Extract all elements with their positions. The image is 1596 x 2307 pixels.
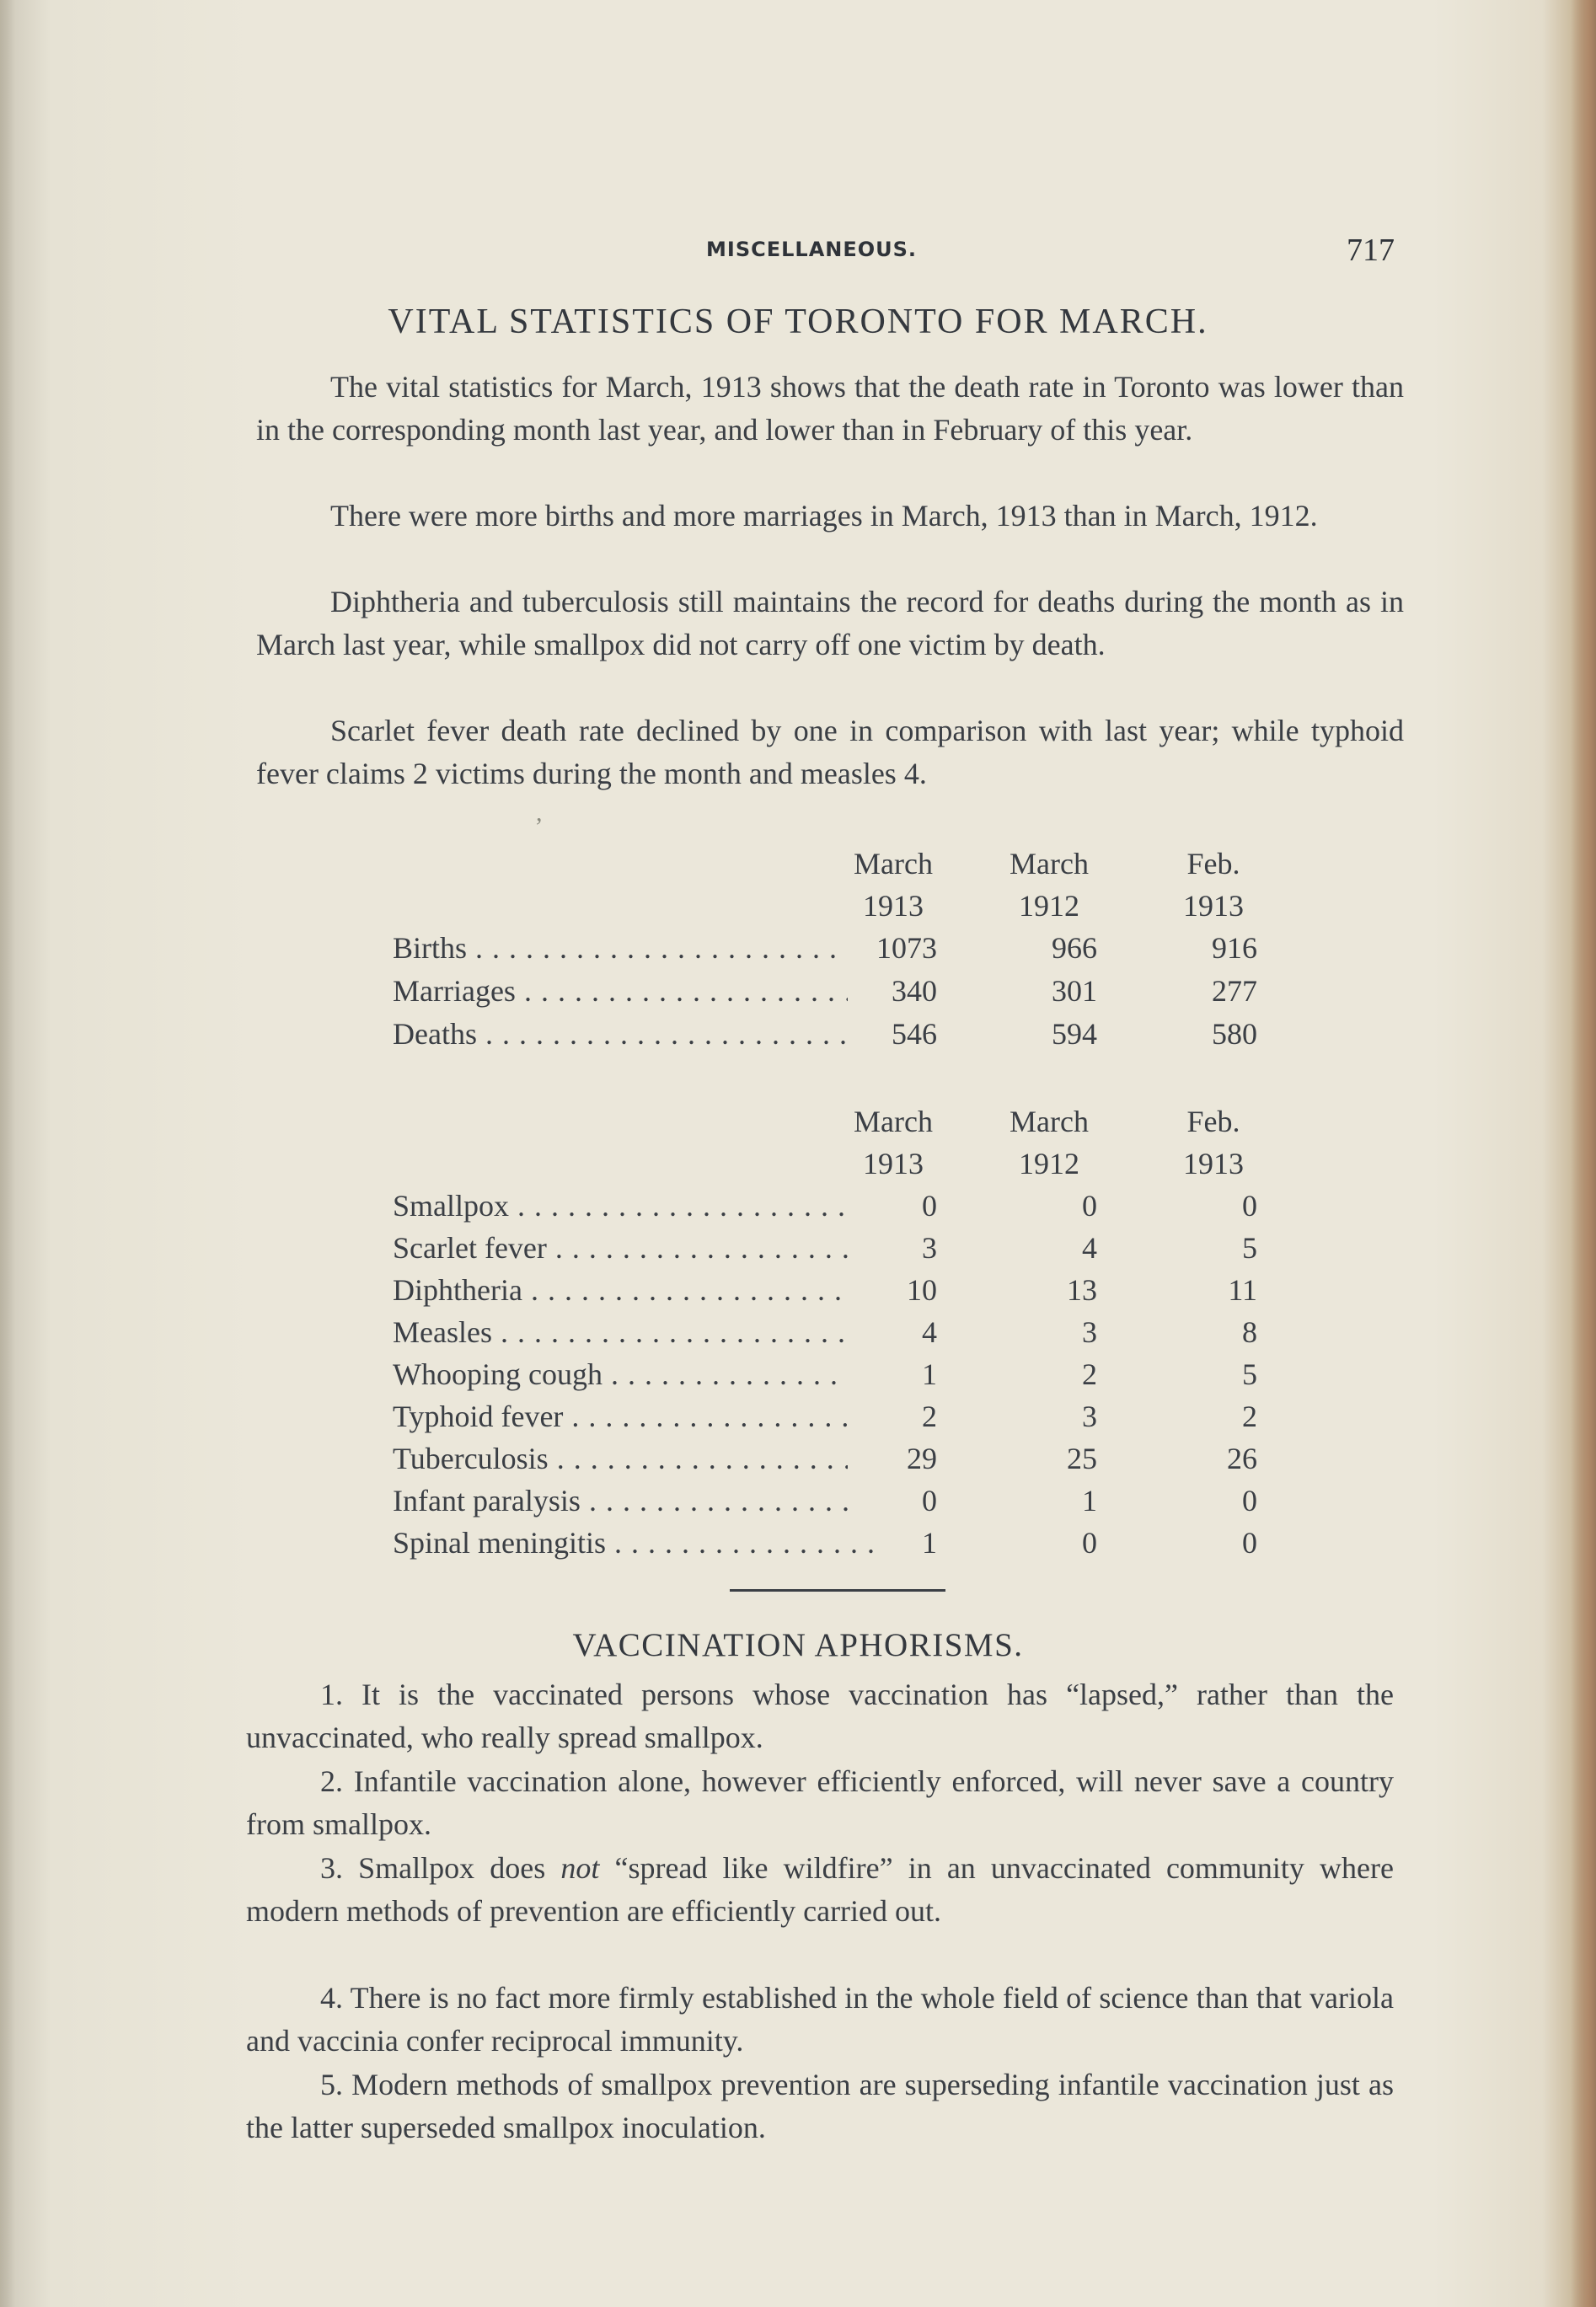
cell-march-1912: 966 — [1052, 931, 1097, 965]
table2-col3-month: Feb. — [1186, 1105, 1240, 1138]
table-row — [393, 1185, 1269, 1227]
aphorism-3-start: 3. Smallpox does — [320, 1851, 561, 1885]
row-label: Marriages . . . — [393, 970, 848, 1012]
cell-march-1912: 1 — [1082, 1484, 1097, 1517]
paragraph-4: Scarlet fever death rate declined by one in comparison with last year; while typhoid fever claims 2 victims during the month and measles 4. — [256, 714, 1404, 790]
cell-march-1912: 594 — [1052, 1017, 1097, 1051]
section-divider — [730, 1589, 945, 1592]
page-edge-shadow — [1571, 0, 1596, 2307]
cell-march-1913: 0 — [922, 1484, 937, 1517]
article-title: VITAL STATISTICS OF TORONTO FOR MARCH. — [388, 302, 1208, 341]
table1-col2-month: March — [1010, 847, 1089, 881]
aphorism-5: 5. Modern methods of smallpox prevention are superseding infantile vaccination just as the latter superseded smallpox inoculation. — [246, 2068, 1394, 2144]
table2-col2-month: March — [1010, 1105, 1089, 1138]
table-row — [393, 1227, 1269, 1269]
paragraph-3: Diphtheria and tuberculosis still maintains the record for deaths during the month as in March last year, while smallpox did not carry off one victim by death. — [256, 585, 1404, 661]
row-label: Smallpox . . . — [393, 1185, 848, 1227]
cell-march-1913: 1 — [922, 1357, 937, 1391]
table-row — [393, 1269, 1269, 1311]
cell-march-1912: 301 — [1052, 974, 1097, 1008]
aphorism-2: 2. Infantile vaccination alone, however efficiently enforced, will never save a country from smallpox. — [246, 1764, 1394, 1841]
table-row — [393, 927, 1269, 969]
cell-feb-1913: 580 — [1212, 1017, 1257, 1051]
cell-march-1913: 2 — [922, 1400, 937, 1433]
aphorism-3-end: “spread like wildfire” in an unvaccinated community where modern methods of prevention are efficiently carried out. — [246, 1851, 1394, 1928]
page-number: 717 — [1347, 233, 1395, 268]
cell-march-1912: 4 — [1082, 1231, 1097, 1265]
row-label: Scarlet fever . . . — [393, 1227, 848, 1269]
cell-feb-1913: 2 — [1242, 1400, 1257, 1433]
row-label: Whooping cough . . . — [393, 1353, 848, 1395]
table-row — [393, 1522, 1269, 1564]
cell-march-1913: 340 — [892, 974, 937, 1008]
cell-feb-1913: 0 — [1242, 1484, 1257, 1517]
row-label: Diphtheria . . . — [393, 1269, 848, 1311]
cell-feb-1913: 5 — [1242, 1231, 1257, 1265]
row-label: Births . . . — [393, 927, 848, 969]
cell-feb-1913: 0 — [1242, 1526, 1257, 1560]
table-row — [393, 1353, 1269, 1395]
row-label: Infant paralysis . . . — [393, 1480, 848, 1522]
row-label: Typhoid fever . . . — [393, 1395, 848, 1437]
paragraph-1: The vital statistics for March, 1913 shows that the death rate in Toronto was lower than in the corresponding month last year, and lower than in February of this year. — [256, 370, 1404, 447]
row-label: Measles . . . — [393, 1311, 848, 1353]
cell-march-1913: 1073 — [876, 931, 937, 965]
cell-march-1913: 3 — [922, 1231, 937, 1265]
table-row — [393, 1395, 1269, 1437]
row-label: Tuberculosis . . . — [393, 1437, 848, 1480]
cell-feb-1913: 8 — [1242, 1315, 1257, 1349]
paragraph-2: There were more births and more marriages in March, 1913 than in March, 1912. — [330, 499, 1318, 533]
running-head: MISCELLANEOUS. — [706, 238, 918, 261]
cell-march-1913: 10 — [907, 1273, 937, 1307]
table-row — [393, 1311, 1269, 1353]
stray-comma-mark: , — [536, 799, 543, 827]
cell-march-1912: 0 — [1082, 1189, 1097, 1223]
cell-march-1912: 13 — [1067, 1273, 1097, 1307]
cell-feb-1913: 11 — [1228, 1273, 1257, 1307]
section-title: VACCINATION APHORISMS. — [572, 1627, 1024, 1663]
cell-march-1913: 29 — [907, 1442, 937, 1475]
table1-col1-month: March — [854, 847, 933, 881]
table-row — [393, 1013, 1269, 1055]
table1-col3-year: 1913 — [1183, 889, 1244, 923]
table2-col2-year: 1912 — [1019, 1147, 1079, 1180]
cell-march-1912: 0 — [1082, 1526, 1097, 1560]
table2-col3-year: 1913 — [1183, 1147, 1244, 1180]
cell-march-1912: 25 — [1067, 1442, 1097, 1475]
table-row — [393, 1437, 1269, 1480]
cell-march-1912: 3 — [1082, 1315, 1097, 1349]
aphorism-3-emphasis: not — [560, 1851, 600, 1885]
table1-col3-month: Feb. — [1186, 847, 1240, 881]
cell-march-1913: 546 — [892, 1017, 937, 1051]
row-label: Deaths . . . — [393, 1013, 848, 1055]
cell-march-1913: 1 — [922, 1526, 937, 1560]
aphorism-1: 1. It is the vaccinated persons whose vaccination has “lapsed,” rather than the unvaccinated, who really spread smallpox. — [246, 1678, 1394, 1754]
page-gutter-shadow — [0, 0, 15, 2307]
cell-feb-1913: 0 — [1242, 1189, 1257, 1223]
table-row — [393, 970, 1269, 1012]
cell-march-1912: 3 — [1082, 1400, 1097, 1433]
table2-col1-year: 1913 — [863, 1147, 924, 1180]
table1-col2-year: 1912 — [1019, 889, 1079, 923]
aphorism-4: 4. There is no fact more firmly established in the whole field of science than that variola and vaccinia confer reciprocal immunity. — [246, 1981, 1394, 2058]
cell-feb-1913: 277 — [1212, 974, 1257, 1008]
table2-col1-month: March — [854, 1105, 933, 1138]
cell-feb-1913: 26 — [1227, 1442, 1257, 1475]
cell-march-1913: 0 — [922, 1189, 937, 1223]
cell-march-1913: 4 — [922, 1315, 937, 1349]
cell-feb-1913: 5 — [1242, 1357, 1257, 1391]
cell-march-1912: 2 — [1082, 1357, 1097, 1391]
cell-feb-1913: 916 — [1212, 931, 1257, 965]
table1-col1-year: 1913 — [863, 889, 924, 923]
row-label: Spinal meningitis . . . — [393, 1522, 878, 1564]
aphorism-3 — [246, 1847, 1394, 1933]
table-row — [393, 1480, 1269, 1522]
